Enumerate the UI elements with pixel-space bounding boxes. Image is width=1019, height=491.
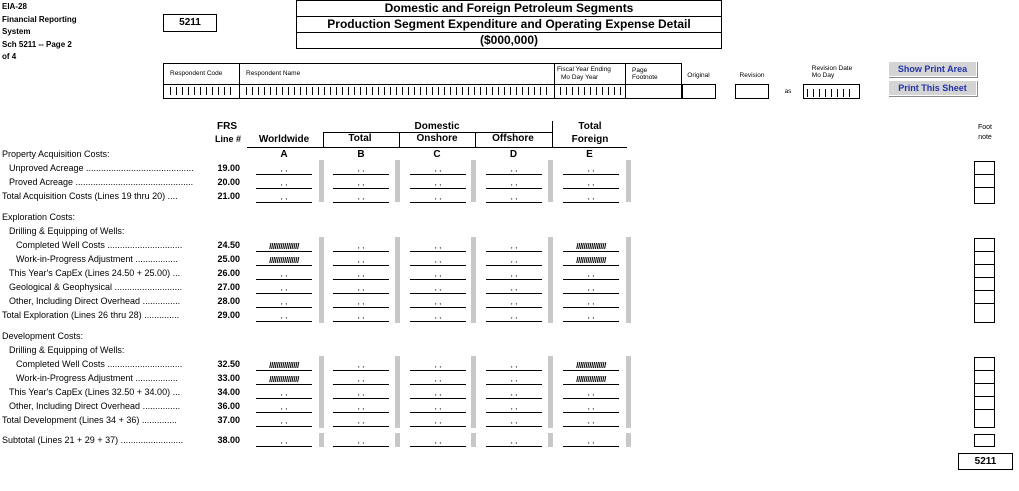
row-label: Geological & Geophysical ........................... bbox=[9, 282, 183, 292]
value-cell[interactable]: , , bbox=[256, 436, 312, 447]
value-cell[interactable]: , , bbox=[333, 164, 389, 175]
fiscal-year-input[interactable] bbox=[560, 87, 622, 95]
revision-date-label: Revision Date bbox=[811, 65, 853, 72]
value-cell[interactable]: , , bbox=[333, 297, 389, 308]
footnote-box[interactable] bbox=[975, 252, 994, 265]
respondent-code-label: Respondent Code bbox=[170, 70, 223, 77]
column-separator bbox=[471, 356, 476, 428]
value-cell[interactable]: , , bbox=[410, 436, 466, 447]
value-cell[interactable]: , , bbox=[410, 388, 466, 399]
value-cell[interactable]: , , bbox=[486, 283, 542, 294]
value-cell[interactable]: , , bbox=[256, 416, 312, 427]
schedule-number-box: 5211 bbox=[163, 14, 217, 32]
footnote-header: Foot bbox=[977, 124, 992, 131]
value-cell[interactable]: , , bbox=[410, 164, 466, 175]
footnote-group[interactable] bbox=[974, 238, 995, 323]
footnote-box[interactable] bbox=[975, 175, 994, 188]
divider bbox=[247, 147, 627, 148]
line-number: 29.00 bbox=[217, 310, 240, 320]
line-number: 36.00 bbox=[217, 401, 240, 411]
line-number: 19.00 bbox=[217, 163, 240, 173]
column-separator bbox=[395, 237, 400, 323]
footnote-box[interactable] bbox=[974, 434, 995, 447]
value-cell[interactable]: , , bbox=[486, 402, 542, 413]
line-number: 34.00 bbox=[217, 387, 240, 397]
footnote-box[interactable] bbox=[975, 162, 994, 175]
value-cell[interactable]: , , bbox=[256, 164, 312, 175]
value-cell[interactable]: , , bbox=[333, 283, 389, 294]
divider bbox=[239, 64, 240, 98]
value-cell[interactable]: , , bbox=[256, 388, 312, 399]
divider bbox=[164, 84, 681, 85]
subsection-label: Drilling & Equipping of Wells: bbox=[9, 345, 125, 355]
column-separator bbox=[471, 433, 476, 447]
footnote-box[interactable] bbox=[975, 278, 994, 291]
footnote-box[interactable] bbox=[975, 188, 994, 201]
frs-header: FRS bbox=[217, 121, 237, 132]
title-box bbox=[296, 0, 722, 49]
line-number: 25.00 bbox=[217, 254, 240, 264]
row-label: Proved Acreage ............................................... bbox=[9, 177, 194, 187]
column-letter: E bbox=[586, 149, 593, 160]
original-input[interactable] bbox=[682, 84, 716, 99]
value-cell[interactable]: , , bbox=[333, 178, 389, 189]
column-separator bbox=[471, 237, 476, 323]
column-separator bbox=[626, 237, 631, 323]
value-cell[interactable]: , , bbox=[256, 297, 312, 308]
value-cell[interactable]: , , bbox=[410, 311, 466, 322]
page-footnote-label: Footnote bbox=[632, 74, 658, 81]
fiscal-year-sublabel: Mo Day Year bbox=[561, 74, 599, 81]
line-header: Line # bbox=[214, 134, 241, 144]
disabled-cell: //////////////// bbox=[256, 241, 312, 252]
value-cell[interactable]: , , bbox=[256, 402, 312, 413]
value-cell[interactable]: , , bbox=[256, 178, 312, 189]
subtitle-line: Production Segment Expenditure and Operating Expense Detail bbox=[297, 17, 721, 33]
agency-line: Sch 5211 -- Page 2 bbox=[2, 39, 72, 49]
value-cell[interactable]: , , bbox=[410, 360, 466, 371]
total-foreign-header: Foreign bbox=[571, 134, 609, 145]
value-cell[interactable]: , , bbox=[333, 255, 389, 266]
agency-line: EIA-28 bbox=[2, 2, 27, 11]
divider bbox=[323, 133, 324, 147]
subsection-label: Drilling & Equipping of Wells: bbox=[9, 226, 125, 236]
worldwide-header: Worldwide bbox=[258, 134, 310, 145]
disabled-cell: //////////////// bbox=[563, 255, 619, 266]
value-cell[interactable]: , , bbox=[256, 283, 312, 294]
onshore-header: Onshore bbox=[416, 133, 458, 144]
value-cell[interactable]: , , bbox=[486, 436, 542, 447]
disabled-cell: //////////////// bbox=[563, 360, 619, 371]
column-letter: C bbox=[433, 149, 441, 160]
agency-line: of 4 bbox=[2, 52, 17, 61]
disabled-cell: //////////////// bbox=[256, 374, 312, 385]
row-label: This Year's CapEx (Lines 32.50 + 34.00) ... bbox=[9, 387, 181, 397]
form-identifier bbox=[2, 1, 77, 64]
value-cell[interactable]: , , bbox=[486, 297, 542, 308]
line-number: 20.00 bbox=[217, 177, 240, 187]
value-cell[interactable]: , , bbox=[563, 311, 619, 322]
divider bbox=[399, 133, 400, 147]
line-number: 38.00 bbox=[217, 435, 240, 445]
value-cell[interactable]: , , bbox=[563, 402, 619, 413]
revision-input[interactable] bbox=[735, 84, 769, 99]
value-cell[interactable]: , , bbox=[333, 269, 389, 280]
page-footnote-label: Page bbox=[632, 67, 648, 74]
column-separator bbox=[548, 237, 553, 323]
column-separator bbox=[548, 356, 553, 428]
value-cell[interactable]: , , bbox=[486, 311, 542, 322]
line-number: 27.00 bbox=[217, 282, 240, 292]
show-print-area-button[interactable]: Show Print Area bbox=[888, 61, 977, 77]
row-label: Unproved Acreage ........................................... bbox=[9, 163, 194, 173]
value-cell[interactable]: , , bbox=[410, 241, 466, 252]
offshore-header: Offshore bbox=[492, 133, 534, 144]
value-cell[interactable]: , , bbox=[486, 374, 542, 385]
footnote-box[interactable] bbox=[975, 358, 994, 371]
page-footnote-input[interactable] bbox=[627, 86, 679, 96]
divider bbox=[475, 133, 476, 147]
column-letter: D bbox=[509, 149, 518, 160]
agency-line: Financial Reporting bbox=[2, 14, 77, 24]
column-separator bbox=[395, 356, 400, 428]
value-cell[interactable]: , , bbox=[256, 192, 312, 203]
print-this-sheet-button[interactable]: Print This Sheet bbox=[888, 80, 977, 96]
value-cell[interactable]: , , bbox=[333, 374, 389, 385]
divider bbox=[625, 64, 626, 98]
divider bbox=[552, 121, 553, 147]
row-label: This Year's CapEx (Lines 24.50 + 25.00) ... bbox=[9, 268, 181, 278]
domestic-total-header: Total bbox=[348, 133, 372, 144]
revision-date-ticks bbox=[807, 89, 855, 97]
value-cell[interactable]: , , bbox=[410, 283, 466, 294]
row-label: Subtotal (Lines 21 + 29 + 37) ......................... bbox=[2, 435, 184, 445]
disabled-cell: //////////////// bbox=[256, 255, 312, 266]
value-cell[interactable]: , , bbox=[486, 241, 542, 252]
value-cell[interactable]: , , bbox=[563, 283, 619, 294]
value-cell[interactable]: , , bbox=[410, 192, 466, 203]
value-cell[interactable]: , , bbox=[486, 360, 542, 371]
value-cell[interactable]: , , bbox=[563, 269, 619, 280]
value-cell[interactable]: , , bbox=[333, 241, 389, 252]
respondent-name-label: Respondent Name bbox=[246, 70, 301, 77]
value-cell[interactable]: , , bbox=[333, 402, 389, 413]
value-cell[interactable]: , , bbox=[486, 192, 542, 203]
value-cell[interactable]: , , bbox=[486, 178, 542, 189]
value-cell[interactable]: , , bbox=[563, 192, 619, 203]
footnote-box[interactable] bbox=[975, 371, 994, 384]
footer-schedule-number: 5211 bbox=[958, 453, 1013, 470]
row-label: Work-in-Progress Adjustment ................. bbox=[16, 254, 178, 264]
footnote-box[interactable] bbox=[975, 239, 994, 252]
column-separator bbox=[319, 356, 324, 428]
value-cell[interactable]: , , bbox=[410, 374, 466, 385]
column-separator bbox=[548, 160, 553, 202]
respondent-name-input[interactable] bbox=[246, 87, 550, 95]
as-label: as bbox=[784, 88, 792, 95]
line-number: 28.00 bbox=[217, 296, 240, 306]
row-label: Total Development (Lines 34 + 36) .............. bbox=[2, 415, 177, 425]
footnote-box[interactable] bbox=[975, 384, 994, 397]
value-cell[interactable]: , , bbox=[333, 436, 389, 447]
value-cell[interactable]: , , bbox=[563, 178, 619, 189]
value-cell[interactable]: , , bbox=[410, 402, 466, 413]
value-cell[interactable]: , , bbox=[486, 388, 542, 399]
value-cell[interactable]: , , bbox=[333, 416, 389, 427]
domestic-header: Domestic bbox=[414, 121, 460, 132]
line-number: 21.00 bbox=[217, 191, 240, 201]
value-cell[interactable]: , , bbox=[410, 297, 466, 308]
title-line: Domestic and Foreign Petroleum Segments bbox=[297, 1, 721, 17]
section-label: Exploration Costs: bbox=[2, 212, 76, 222]
total-foreign-header: Total bbox=[578, 121, 602, 132]
units-line: ($000,000) bbox=[479, 33, 539, 47]
footnote-box[interactable] bbox=[975, 410, 994, 423]
value-cell[interactable]: , , bbox=[563, 436, 619, 447]
column-letter: B bbox=[357, 149, 365, 160]
value-cell[interactable]: , , bbox=[333, 192, 389, 203]
section-label: Development Costs: bbox=[2, 331, 84, 341]
value-cell[interactable]: , , bbox=[333, 388, 389, 399]
column-separator bbox=[395, 160, 400, 202]
section-label: Property Acquisition Costs: bbox=[2, 149, 110, 159]
row-label: Completed Well Costs .............................. bbox=[16, 240, 183, 250]
column-separator bbox=[471, 160, 476, 202]
disabled-cell: //////////////// bbox=[563, 241, 619, 252]
value-cell[interactable]: , , bbox=[410, 416, 466, 427]
value-cell[interactable]: , , bbox=[486, 255, 542, 266]
footnote-group[interactable] bbox=[974, 357, 995, 428]
footnote-box[interactable] bbox=[975, 397, 994, 410]
respondent-code-input[interactable] bbox=[170, 87, 236, 95]
value-cell[interactable]: , , bbox=[486, 269, 542, 280]
fiscal-year-label: Fiscal Year Ending bbox=[557, 66, 611, 73]
line-number: 33.00 bbox=[217, 373, 240, 383]
value-cell[interactable]: , , bbox=[563, 164, 619, 175]
footnote-box[interactable] bbox=[975, 265, 994, 278]
value-cell[interactable]: , , bbox=[486, 416, 542, 427]
row-label: Total Exploration (Lines 26 thru 28) .............. bbox=[2, 310, 180, 320]
value-cell[interactable]: , , bbox=[410, 269, 466, 280]
value-cell[interactable]: , , bbox=[563, 297, 619, 308]
original-label: Original bbox=[687, 72, 710, 79]
footnote-box[interactable] bbox=[975, 304, 994, 317]
row-label: Completed Well Costs .............................. bbox=[16, 359, 183, 369]
footnote-box[interactable] bbox=[975, 291, 994, 304]
line-number: 24.50 bbox=[217, 240, 240, 250]
column-separator bbox=[626, 160, 631, 202]
value-cell[interactable]: , , bbox=[486, 164, 542, 175]
value-cell[interactable]: , , bbox=[256, 311, 312, 322]
value-cell[interactable]: , , bbox=[410, 178, 466, 189]
agency-line: System bbox=[2, 27, 31, 36]
line-number: 32.50 bbox=[217, 359, 240, 369]
footnote-group[interactable] bbox=[974, 161, 995, 204]
line-number: 37.00 bbox=[217, 415, 240, 425]
value-cell[interactable]: , , bbox=[563, 388, 619, 399]
column-separator bbox=[548, 433, 553, 447]
column-separator bbox=[626, 356, 631, 428]
respondent-info bbox=[163, 63, 682, 99]
row-label: Other, Including Direct Overhead ............... bbox=[9, 401, 181, 411]
value-cell[interactable]: , , bbox=[256, 269, 312, 280]
column-separator bbox=[626, 433, 631, 447]
value-cell[interactable]: , , bbox=[410, 255, 466, 266]
revision-label: Revision bbox=[739, 72, 765, 79]
row-label: Other, Including Direct Overhead ............... bbox=[9, 296, 181, 306]
revision-date-sublabel: Mo Day bbox=[811, 72, 835, 79]
column-separator bbox=[319, 160, 324, 202]
row-label: Total Acquisition Costs (Lines 19 thru 20) .... bbox=[2, 191, 178, 201]
revision-date-input[interactable] bbox=[803, 84, 860, 99]
column-separator bbox=[319, 237, 324, 323]
value-cell[interactable]: , , bbox=[563, 416, 619, 427]
column-separator bbox=[395, 433, 400, 447]
row-label: Work-in-Progress Adjustment ................. bbox=[16, 373, 178, 383]
value-cell[interactable]: , , bbox=[333, 360, 389, 371]
value-cell[interactable]: , , bbox=[333, 311, 389, 322]
line-number: 26.00 bbox=[217, 268, 240, 278]
divider bbox=[554, 64, 555, 98]
column-separator bbox=[319, 433, 324, 447]
footnote-header: note bbox=[978, 134, 992, 141]
disabled-cell: //////////////// bbox=[563, 374, 619, 385]
disabled-cell: //////////////// bbox=[256, 360, 312, 371]
column-letter: A bbox=[280, 149, 288, 160]
